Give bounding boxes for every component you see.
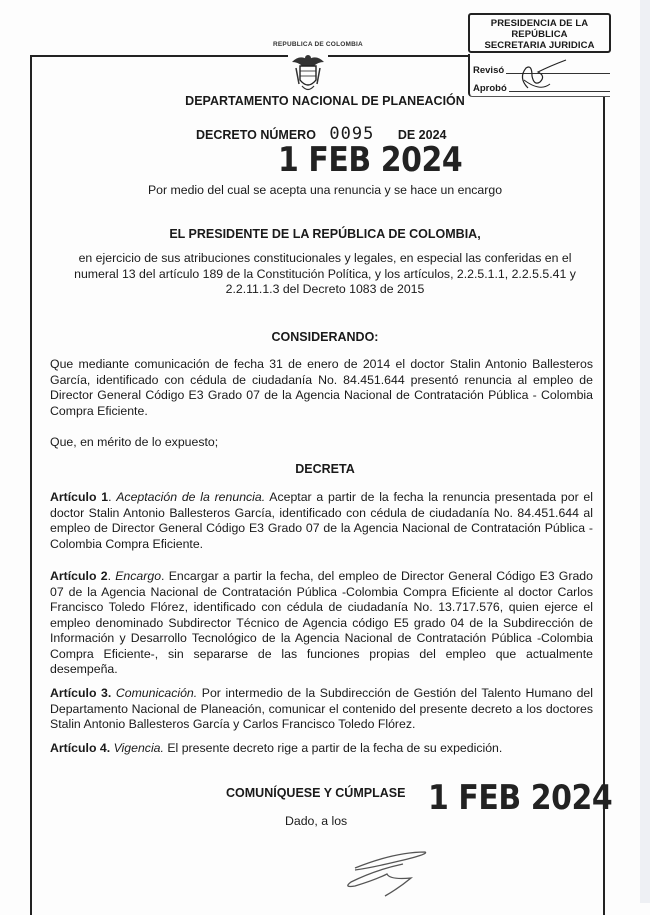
dado-label: Dado, a los	[285, 814, 348, 828]
approval-box	[468, 54, 610, 97]
country-label: REPUBLICA DE COLOMBIA	[273, 41, 363, 48]
decree-year: DE 2024	[397, 128, 447, 142]
stamp-line1: PRESIDENCIA DE LA REPÚBLICA	[490, 18, 589, 40]
presidency-stamp	[468, 13, 611, 53]
decree-subject: Por medio del cual se acepta una renuncia y se hace un encargo	[147, 183, 503, 197]
considerando-paragraph: Que mediante comunicación de fecha 31 de enero de 2014 el doctor Stalin Antonio Ballesteros García, identificado con cédula de ciudadanía No. 84.451.644 presentó renuncia al empleo de Director General Código E3 Grado 07 de la Agencia Nacional de Contratación Pública - Colombia Compra Eficiente.	[50, 357, 593, 418]
presidential-signature-icon	[315, 840, 465, 903]
decreta-heading: DECRETA	[295, 462, 355, 476]
department-name: DEPARTAMENTO NACIONAL DE PLANEACIÓN	[185, 94, 465, 108]
stamp-line2: SECRETARIA JURIDICA	[484, 40, 595, 51]
merito-paragraph: Que, en mérito de lo expuesto;	[50, 435, 219, 449]
issuer-preamble: en ejercicio de sus atribuciones constitucionales y legales, en especial las conferidas en el numeral 13 del artículo 189 de la Constitución Política, y los artículos, 2.2.5.1.1, 2.2.5.5.41 y 2.2.11.1.3 del Decreto 1083 de 2015	[74, 251, 576, 296]
article-4	[50, 741, 593, 757]
article-label: Artículo 4.	[50, 741, 111, 755]
considerando-heading: CONSIDERANDO:	[271, 330, 379, 344]
date-stamp-top: 1 FEB 2024	[278, 140, 463, 180]
article-title: Comunicación.	[115, 686, 198, 700]
article-title: Encargo	[115, 569, 162, 583]
article-sep: .	[108, 490, 117, 504]
date-stamp-bottom: 1 FEB 2024	[428, 778, 613, 818]
article-2	[50, 569, 593, 678]
article-text: Aceptar a partir de la fecha la renuncia presentada por el doctor Stalin Antonio Ballesteros García, identificado con cédula de ciudadanía No. 84.451.644 al empleo de Director General Código E3 Grado 07 de la Agencia Nacional de Contratación Pública -Colombia Compra Eficiente.	[50, 490, 593, 551]
article-text: . Encargar a partir la fecha, del empleo de Director General Código E3 Grado 07 de la Agencia Nacional de Contratación Pública -Colombia Compra Eficiente al doctor Carlos Francisco Toledo Flórez, identificado con cédula de ciudadanía No. 13.717.576, quien ejerce el empleo denominado Subdirector Técnico de Agencia código E5 grado 04 de la Subdirección de Información y Desarrollo Tecnológico de la Agencia Nacional de Contratación Pública -Colombia Compra Eficiente-, sin separarse de las funciones propias del empleo que actualmente desempeña.	[50, 569, 593, 676]
article-label: Artículo 1	[50, 490, 109, 504]
decree-label: DECRETO NÚMERO	[196, 128, 316, 142]
article-text: El presente decreto rige a partir de la fecha de su expedición.	[163, 741, 503, 755]
closing-formula: COMUNÍQUESE Y CÚMPLASE	[226, 786, 406, 800]
issuer-title: EL PRESIDENTE DE LA REPÚBLICA DE COLOMBIA,	[169, 227, 481, 241]
article-title: Aceptación de la renuncia.	[116, 490, 266, 504]
article-1	[50, 490, 593, 552]
decree-number: 0095	[329, 124, 375, 144]
article-label: Artículo 3.	[50, 686, 112, 700]
article-label: Artículo 2	[50, 569, 108, 583]
initials-signature-icon	[510, 58, 570, 94]
article-title: Vigencia.	[113, 741, 164, 755]
article-3	[50, 686, 593, 733]
aprobo-label: Aprobó	[473, 83, 507, 94]
reviso-label: Revisó	[473, 65, 505, 76]
coat-of-arms-icon	[288, 50, 328, 94]
article-sep: .	[107, 569, 116, 583]
page-edge-strip	[640, 0, 650, 903]
article-text: Por intermedio de la Subdirección de Gestión del Talento Humano del Departamento Nacional de Planeación, comunicar el contenido del presente decreto a los doctores Stalin Antonio Ballesteros García y Carlos Francisco Toledo Flórez.	[50, 686, 593, 731]
